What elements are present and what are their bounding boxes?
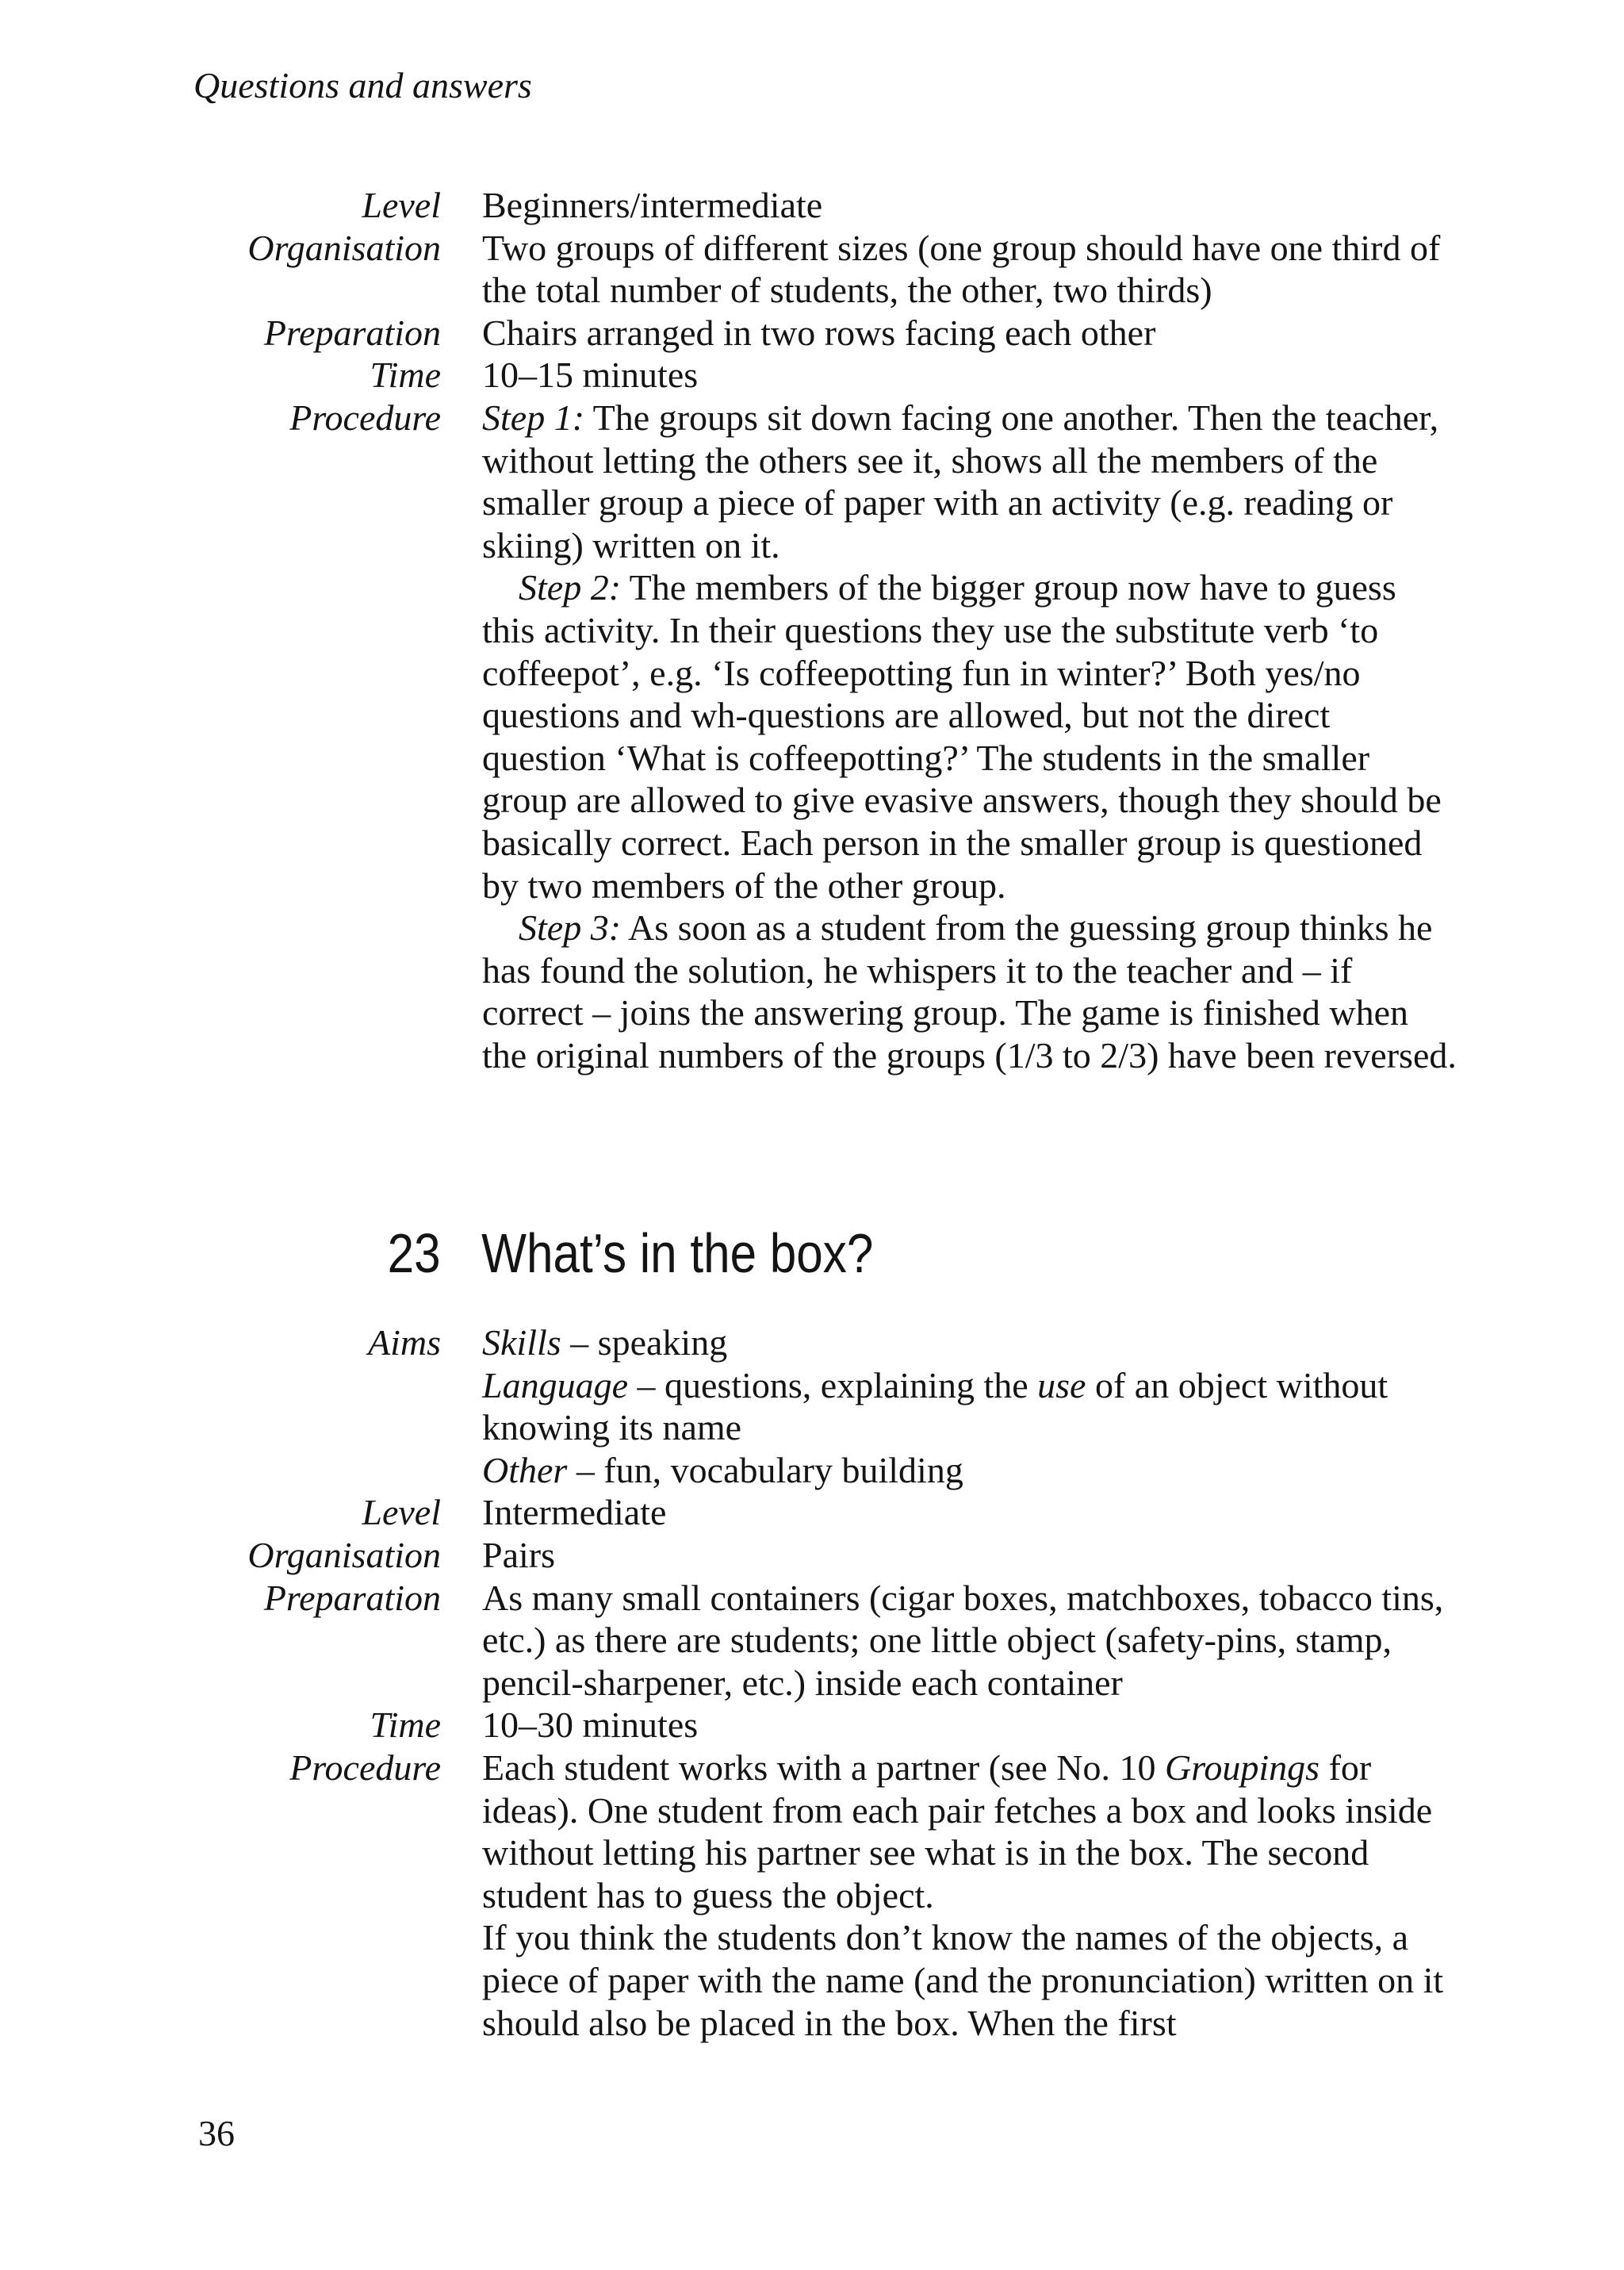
step-2 — [482, 566, 1457, 907]
aims-row — [0, 1321, 1459, 1491]
procedure-row — [0, 1747, 1459, 2044]
activity-23-heading — [0, 1217, 1254, 1289]
aims-value — [482, 1321, 1457, 1491]
time-value: 10–30 minutes — [482, 1704, 699, 1746]
procedure-text — [482, 397, 1457, 1077]
aims-language-label: Language — [482, 1364, 628, 1405]
preparation-row — [0, 312, 1459, 355]
preparation-label: Preparation — [263, 312, 441, 353]
time-row — [0, 1704, 1459, 1747]
procedure-text — [482, 1747, 1457, 2044]
organisation-value: Two groups of different sizes (one group should have one third of the total number of students, the other, two thirds) — [482, 227, 1441, 311]
organisation-label: Organisation — [247, 227, 441, 268]
time-value: 10–15 minutes — [482, 355, 699, 396]
level-row — [0, 184, 1459, 227]
aims-other — [482, 1449, 1457, 1492]
organisation-value: Pairs — [482, 1534, 555, 1575]
step-3-label: Step 3: — [519, 907, 622, 949]
aims-language-use: use — [1037, 1364, 1086, 1405]
running-head: Questions and answers — [193, 65, 532, 105]
aims-label: Aims — [368, 1322, 441, 1363]
aims-other-text: – fun, vocabulary building — [567, 1449, 963, 1490]
aims-skills-text: – speaking — [561, 1322, 728, 1363]
procedure-paragraph-2: If you think the students don’t know the names of the objects, a piece of paper with the name (and the pronunciation) written on it should also be placed in the box. When the first — [482, 1917, 1444, 2043]
step-2-label: Step 2: — [519, 567, 622, 608]
procedure-p1-b: for ideas). One student from each pair fetches a box and looks inside without letting his partner see what is in the box. The second student has to guess the object. — [482, 1747, 1433, 1915]
aims-language-text-1: – questions, explaining the — [628, 1364, 1038, 1405]
preparation-label: Preparation — [263, 1577, 441, 1618]
procedure-p1-ref: Groupings — [1164, 1747, 1320, 1788]
level-label: Level — [362, 185, 441, 225]
procedure-row — [0, 397, 1459, 1077]
step-1-text: The groups sit down facing one another. Then the teacher, without letting the others see it, shows all the members of the smaller group a piece of paper with an activity (e.g. reading or skiing) written on it. — [482, 397, 1439, 566]
procedure-label: Procedure — [289, 1747, 441, 1788]
preparation-row — [0, 1577, 1459, 1704]
time-row — [0, 354, 1459, 397]
level-row — [0, 1491, 1459, 1534]
preparation-value: Chairs arranged in two rows facing each other — [482, 312, 1156, 353]
aims-language-text-2: of an object without knowing its name — [482, 1364, 1388, 1448]
activity-23-details — [0, 1321, 1459, 2044]
organisation-label: Organisation — [247, 1534, 441, 1575]
aims-skills-label: Skills — [482, 1322, 561, 1363]
aims-other-label: Other — [482, 1449, 568, 1490]
level-label: Level — [362, 1492, 441, 1533]
preparation-value: As many small containers (cigar boxes, matchboxes, tobacco tins, etc.) as there are students; one little object (safety-pins, stamp, pencil-sharpener, etc.) inside each container — [482, 1577, 1444, 1703]
step-3 — [482, 907, 1457, 1076]
procedure-paragraph-1 — [482, 1747, 1457, 1916]
time-label: Time — [370, 1704, 441, 1746]
time-label: Time — [370, 355, 441, 396]
procedure-p1-a: Each student works with a partner (see No. 10 — [482, 1747, 1165, 1788]
organisation-row — [0, 1534, 1459, 1577]
level-value: Intermediate — [482, 1492, 667, 1533]
activity-22-details — [0, 184, 1459, 1076]
step-1-label: Step 1: — [482, 397, 585, 438]
organisation-row — [0, 227, 1459, 312]
level-value: Beginners/intermediate — [482, 185, 823, 225]
aims-skills — [482, 1321, 1457, 1364]
activity-number: 23 — [387, 1222, 441, 1284]
procedure-label: Procedure — [289, 397, 441, 438]
step-2-text: The members of the bigger group now have to guess this activity. In their questions they use the substitute verb ‘to coffeepot’, e.g. ‘Is coffeepotting fun in winter?’ Both yes/no questions and wh-questions are allowed, but not the direct question ‘What is coffeepotting?’ The students in the smaller group are allowed to give evasive answers, though they should be basically correct. Each person in the smaller group is questioned by two members of the other group. — [482, 567, 1442, 906]
aims-language — [482, 1364, 1457, 1449]
step-3-text: As soon as a student from the guessing group thinks he has found the solution, he whispers it to the teacher and – if correct – joins the answering group. The game is finished when the original numbers of the groups (1/3 to 2/3) have been reversed. — [482, 907, 1457, 1076]
step-1 — [482, 397, 1457, 566]
activity-title: What’s in the box? — [481, 1222, 874, 1284]
page-number: 36 — [198, 2113, 235, 2153]
